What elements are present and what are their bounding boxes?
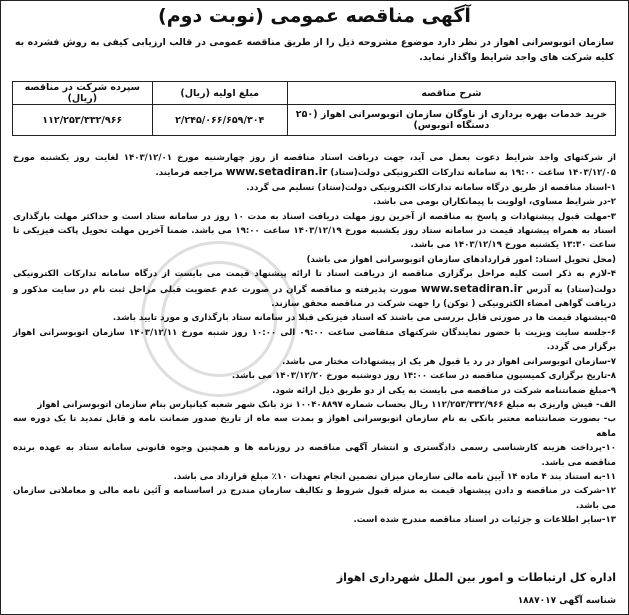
clause-9-a: الف- فیش واریزی به مبلغ ۱۱۲/۲۵۳/۳۳۲/۹۶۶ ریال بحساب شماره ۱۰۰۴۰۸۸۹۷ نزد بانک شهر شعبه کیانپارس بنام سازمان اتوبوسرانی اهواز [37, 399, 616, 410]
table-row [13, 105, 616, 136]
setad-link-2[interactable]: www.setadiran.ir [420, 282, 523, 295]
clause-6: ۶-جلسه سایت ویزیت با حضور نمایندگان شرکتهای متقاضی ساعت ۰۹:۰۰ الی ۱۰:۰۰ روز شنبه مورخ ۱۴۰۳/۱۲/۱۱ سازمان اتوبوسرانی اهواز برگزار می گردد. [13, 327, 617, 353]
clause-8: ۸-تاریخ برگزاری کمیسیون مناقصه در ساعت ۱۴:۰۰ روز دوشنبه مورخ ۱۴۰۳/۱۲/۲۰ می باشد. [231, 371, 616, 382]
table-header-row [13, 82, 616, 105]
clause-12: ۱۲-شرکت در مناقصه و دادن پیشنهاد قیمت به منزله قبول شروط و تکالیف سازمان مندرج در اساسنامه و آئین نامه مالی و معاملاتی سازمان می باشد. [13, 486, 616, 511]
clause-7: ۷-سازمان اتوبوسرانی اهواز در رد یا قبول هر یک از پیشنهادات مختار می باشد. [282, 356, 616, 367]
header-amount: مبلغ اولیه (ریال) [152, 82, 287, 105]
header-deposit: سپرده شرکت در مناقصه (ریال) [13, 82, 153, 105]
clause-3: ۳-مهلت قبول پیشنهادات و پاسخ به مناقصه از آخرین روز مهلت دریافت اسناد به مدت ۱۰ روز در سامانه ستاد است و حداکثر مهلت بارگذاری اسناد به همراه پیشنهاد قیمت در سامانه ستاد روز یکشنبه مورخ ۱۴۰۳/۱۲/۱۹ ساعت ۱۹:۰۰ می باشد. ضمنا آخرین مهلت تحویل پاکت فیزیکی تا ساعت ۱۳:۳۰ یکشنبه مورخ ۱۴۰۳/۱۲/۱۹ می باشد. [13, 211, 617, 251]
clause-9-b: ب- بصورت ضمانتنامه معتبر بانکی به نام سازمان اتوبوسرانی اهواز و بمدت سه ماه از تاریخ صدور ضمانت نامه و قابل تمدید تا یک دوره سه ماهه [13, 414, 616, 439]
notice-footer [13, 570, 616, 610]
tender-table [12, 81, 616, 136]
invitation-text-end: مراجعه فرمایند. [155, 168, 223, 179]
notice-title: آگهی مناقصه عمومی (نوبت دوم) [158, 5, 471, 27]
notice-intro: سازمان اتوبوسرانی اهواز در نظر دارد موضوع مشروحه ذیل را از طریق مناقصه عمومی در قالب ارزیابی کیفی به روش فشرده به کلیه شرکت های واجد شرایط واگذار نماید. [15, 37, 614, 63]
header-description: شرح مناقصه [287, 82, 615, 105]
clause-2: ۲-در شرایط مساوی، اولویت با پیمانکاران بومی می باشد. [373, 197, 616, 208]
clause-5: ۵-پیشنهاد قیمت ها در صورتی قابل بررسی می باشند که اسناد فیزیکی قبلا در سامانه ستاد بارگذاری و مورد تایید باشد. [112, 313, 616, 324]
clause-1: ۱-اسناد مناقصه از طریق درگاه سامانه تدارکات الکترونیکی دولت(ستاد) تسلیم می گردد. [246, 182, 616, 193]
clause-4-text-end: صورت پذیرفته و مناقصه گران در صورت عدم عضویت قبلی مراحل ثبت نام در سایت مذکور و دریافت گواهی امضاء الکترونیکی ( توکن) را جهت شرکت در مناقصه محقق سازند. [13, 284, 616, 310]
paragraph-invitation [13, 151, 616, 181]
clause-10: ۱۰-پرداخت هزینه کارشناسی رسمی دادگستری و انتشار آگهی مناقصه در روزنامه ها و همچنین وجوه قانونی سامانه ستاد به عهده برنده مناقصه می باشد. [13, 443, 616, 468]
clause-4-text: ۴-لازم به ذکر است کلیه مراحل برگزاری مناقصه از دریافت اسناد تا ارائه پیشنهاد قیمت می بایست از درگاه سامانه تدارکات الکترونیکی دولت(ستاد) به آدرس [13, 269, 616, 295]
clause-3-delivery: (محل تحویل اسناد: امور قراردادهای سازمان اتوبوسرانی اهواز می باشد) [306, 254, 616, 265]
cell-amount: ۲/۲۴۵/۰۶۶/۶۵۹/۳۰۴ [152, 105, 287, 136]
clause-13: ۱۳-سایر اطلاعات و جزئیات در اسناد مناقصه مندرج شده است. [353, 515, 616, 526]
setad-link[interactable]: www.setadiran.ir [225, 166, 328, 179]
clause-11: ۱۱-به استناد بند ۴ ماده ۱۴ آیین نامه مالی سازمان میزان تضمین انجام تعهدات ۱۰٪ مبلغ قرارداد می باشد. [173, 471, 616, 482]
clause-9: ۹-مبلغ ضمانتنامه شرکت در مناقصه می بایست به یکی از دو طریق ذیل ارائه شود. [272, 385, 616, 396]
notice-body [13, 151, 616, 528]
issuer-signature: اداره کل ارتباطات و امور بین الملل شهرداری اهواز [336, 571, 616, 584]
cell-deposit: ۱۱۲/۲۵۳/۳۳۲/۹۶۶ [13, 105, 153, 136]
cell-description: خرید خدمات بهره برداری از ناوگان سازمان اتوبوسرانی اهواز (۲۵۰ دستگاه اتوبوس) [287, 105, 615, 136]
invitation-text: از شرکتهای واجد شرایط دعوت بعمل می آید، جهت دریافت اسناد مناقصه از روز چهارشنبه مورخ ۱۴۰۳/۱۲/۰۱ لغایت روز یکشنبه مورخ ۱۴۰۳/۱۲/۰۵ ساعت ۱۹:۰۰ به سامانه تدارکات الکترونیکی دولت(ستاد) [13, 153, 616, 179]
clause-4 [13, 267, 616, 311]
ad-number: شناسه آگهی ۱۸۸۷۰۱۷ [517, 596, 616, 606]
